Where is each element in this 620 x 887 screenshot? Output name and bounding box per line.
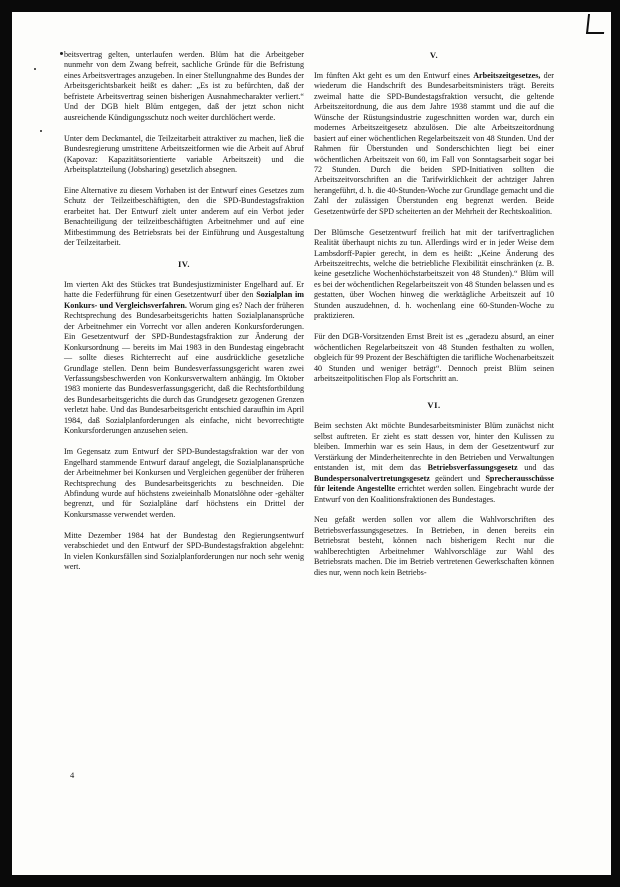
bold-term: Sozialplan im Konkurs- und Vergleichsverfahren.: [64, 290, 304, 310]
page-number: 4: [70, 770, 75, 780]
scan-speck: [34, 68, 36, 70]
text-run: Im vierten Akt des Stückes trat Bundesjustizminister Engelhard auf. Er hatte die Federführung für einen Gesetzentwurf über den: [64, 279, 304, 300]
section-heading-v: V.: [429, 50, 439, 60]
scan-border-left: [0, 0, 12, 887]
corner-crop-mark: [586, 14, 606, 34]
bold-term: Betriebsverfassungsgesetz: [427, 463, 518, 473]
text-run: errichtet werden sollen. Eingebracht wurde der Entwurf von den Koalitionsfraktionen des Bundestages.: [314, 484, 554, 504]
section-heading-iv: IV.: [177, 259, 191, 270]
scan-border-top: [0, 0, 620, 12]
paragraph: Eine Alternative zu diesem Vorhaben ist der Entwurf eines Gesetzes zum Schutz der Teilzeitbeschäftigten, den die SPD-Bundestagsfraktion erarbeitet hat. Der Entwurf zielt unter anderem auf ein Verbot jeder Benachteiligung der teilzeitbeschäftigten Arbeitnehmer und auf eine Mitbestimmung des Betriebsrats bei der Einführung und Ausgestaltung der Teilzeitarbeit.: [64, 185, 304, 248]
paragraph: Im Gegensatz zum Entwurf der SPD-Bundestagsfraktion war der von Engelhard stammende Entwurf darauf angelegt, die Sozialplanansprüche der Arbeitnehmer bei Konkursen und Vergleichen gegenüber der früheren Rechtsprechung des Bundesarbeitsgerichts zu beschneiden. Die Abfindung wurde auf höchstens zweieinhalb Monatslöhne oder -gehälter begrenzt, und für Sozialpläne darf höchstens ein Drittel der Konkursmasse verwendet werden.: [64, 447, 304, 519]
text-run: der wiederum die Handschrift des Bundesarbeitsministers trägt. Bereits zweimal hatte die SPD-Bundestagsfraktion versucht, die geltende Arbeitszeitordnung, die aus dem Jahre 1938 stammt und die auf die Wünsche der Rüstungsindustrie zugeschnitten worden war, durch ein modernes Arbeitszeitgesetz abzulösen. Die alte Arbeitszeitordnung basiert auf einer wöchentlichen Regelarbeitszeit von 48 Stunden. Und der Rahmen für Überstunden und Sonderschichten liegt bei einer wöchentlichen Arbeitszeit von 60, im Fall von Sonntagsarbeit sogar bei 72 Stunden. Durch die beiden SPD-Initiativen sollten die Arbeitszeitvorschriften an die Tarifwirklichkeit der achtziger Jahren herangeführt, d. h. die 40-Stunden-Woche zur Grundlage gemacht und die Zahl der zulässigen Überstunden eng begrenzt werden. Beide Gesetzentwürfe der SPD scheiterten an der Mehrheit der Rechtskoalition.: [314, 70, 554, 216]
bold-term: Arbeitszeitgesetzes,: [473, 70, 541, 80]
paragraph: Unter dem Deckmantel, die Teilzeitarbeit attraktiver zu machen, ließ die Bundesregierung umstrittene Arbeitszeitformen wie die Arbeit auf Abruf (Kapovaz: Kapazitätsorientierte variable Arbeitszeit) und die Arbeitsplatzteilung (Jobsharing) gesetzlich absegnen.: [64, 133, 304, 174]
paragraph: [64, 280, 304, 437]
right-column: [314, 50, 554, 589]
section-heading-vi: VI.: [427, 400, 441, 411]
text-run: Im fünften Akt geht es um den Entwurf eines: [314, 70, 474, 80]
paragraph: Der Blümsche Gesetzentwurf freilich hat mit der tarifvertraglichen Realität überhaupt nichts zu tun. Allerdings wird er in jeder Weise dem Lambsdorff-Papier gerecht, in dem es heißt: „Keine Änderung des Arbeitszeitrechts, welche die betriebliche Flexibilität einschränken (z. B. keine gesetzliche Wochenhöchstarbeitszeit von 48 Stunden).“ Blüm will es bei der wöchentlichen Regelarbeitszeit von 48 Stunden belassen und es gestatten, über Wochen hinweg die werktägliche Arbeitszeit auf 10 Stunden auszudehnen, d. h. wochenlang eine 60-Stunden-Woche zu praktizieren.: [314, 227, 554, 321]
paragraph: Neu gefaßt werden sollen vor allem die Wahlvorschriften des Betriebsverfassungsgesetzes. In Betrieben, in denen bereits ein Betriebsrat besteht, können nach bisherigem Recht nur die wahlberechtigten Arbeitnehmer Wahlvorschläge zur Wahl des Betriebsrats machen. Die im Betrieb vertretenen Gewerkschaften können dies nur, wenn noch kein Betriebs-: [314, 515, 554, 577]
bold-term: Sprecherausschüsse für leitende Angestellte: [314, 473, 554, 494]
text-run: Beim sechsten Akt möchte Bundesarbeitsminister Blüm zunächst nicht selbst auftreten. Er zieht es statt dessen vor, hinter den Kulissen zu bleiben. Immerhin war es sein Haus, in dem der Gesetzentwurf zur Verstärkung der Minderheitenrechte in den Betrieben und Verwaltungen entstanden ist, mit dem das: [314, 421, 554, 473]
scan-speck: [60, 52, 63, 55]
scan-border-bottom: [0, 875, 620, 887]
scan-border-right: [611, 0, 620, 887]
text-run: und das: [517, 463, 555, 473]
paragraph: [314, 421, 554, 505]
paragraph: [314, 71, 554, 217]
paragraph: Mitte Dezember 1984 hat der Bundestag den Regierungsentwurf verabschiedet und den Entwurf der SPD-Bundestagsfraktion abgelehnt: In vielen Konkursfällen sind Sozialplanforderungen nur noch sehr wenig wert.: [64, 530, 304, 572]
paragraph: beitsvertrag gelten, unterlaufen werden. Blüm hat die Arbeitgeber nunmehr von dem Zwang befreit, sachliche Gründe für die Befristung eines Arbeitsvertrages anzugeben. In einer Stellungnahme des Bundes der Arbeitsgerichtsbarkeit heißt es daher: „Es ist zu befürchten, daß der befristete Arbeitsvertrag seinen bisherigen Ausnahmecharakter verliert.“ Und der DGB hielt Blüm entgegen, daß der jetzt schon nicht ausreichende Kündigungsschutz noch weiter durchlöchert werde.: [64, 50, 304, 122]
text-run: geändert und: [429, 473, 486, 483]
text-run: Worum ging es? Nach der früheren Rechtsprechung des Bundesarbeitsgerichts hatten Sozialplanansprüche der Arbeitnehmer ein Vorrecht vor allen anderen Konkursforderungen. Ein Gesetzentwurf der SPD-Bundestagsfraktion zur Änderung der Konkursordnung — bereits im Mai 1983 in den Bundestag eingebracht — sollte dieses Richterrecht auf eine ausdrückliche gesetzliche Grundlage stellen. Denn beim Bundesverfassungsgericht waren zwei Verfassungsbeschwerden von Konkursverwaltern anhängig. Im Oktober 1983 monierte das Bundesverfassungsgericht, daß die Rechtsfortbildung des Bundesarbeitsgerichts die durch das Grundgesetz gezogenen Grenzen verletzt habe. Und das Bundesarbeitsgericht entschied daraufhin im April 1984, daß Sozialplanforderungen als einfache, nicht bevorrechtigte Konkursforderungen anzusehen seien.: [64, 300, 304, 436]
left-column: [64, 50, 304, 583]
scan-speck: [40, 130, 42, 132]
paragraph: Für den DGB-Vorsitzenden Ernst Breit ist es „geradezu absurd, an einer wöchentlichen Regelarbeitszeit von 48 Stunden festhalten zu wollen, obgleich für 99 Prozent der Beschäftigten die tarifliche Wochenarbeitszeit 40 Stunden und weniger beträgt“. Dennoch preist Blüm seinen arbeitszeitpolitischen Flop als Fortschritt an.: [314, 332, 554, 383]
bold-term: Bundespersonalvertretungsgesetz: [314, 473, 430, 483]
